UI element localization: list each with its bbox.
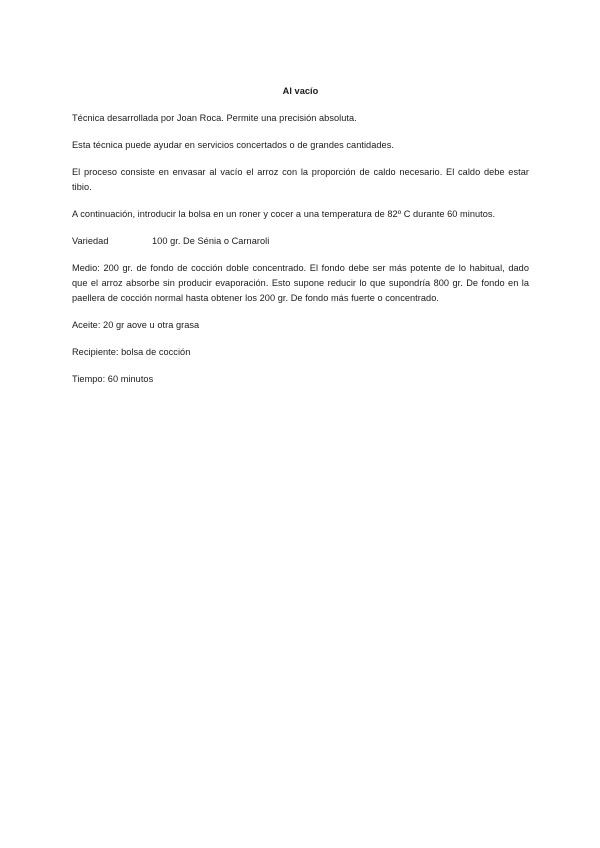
paragraph-process: El proceso consiste en envasar al vacío el arroz con la proporción de caldo necesario. El caldo debe estar tibio. <box>72 167 529 192</box>
variedad-row <box>72 234 529 249</box>
line-tiempo: Tiempo: 60 minutos <box>72 374 154 384</box>
paragraph-technique-origin: Técnica desarrollada por Joan Roca. Permite una precisión absoluta. <box>72 113 357 123</box>
paragraph-cooking: A continuación, introducir la bolsa en un roner y cocer a una temperatura de 82º C durante 60 minutos. <box>72 209 496 219</box>
variedad-value: 100 gr. De Sénia o Carnaroli <box>152 236 270 246</box>
line-aceite: Aceite: 20 gr aove u otra grasa <box>72 320 200 330</box>
document-title: Al vacío <box>282 86 319 96</box>
paragraph-technique-use: Esta técnica puede ayudar en servicios concertados o de grandes cantidades. <box>72 140 394 150</box>
document-page <box>72 84 529 399</box>
line-recipiente: Recipiente: bolsa de cocción <box>72 347 191 357</box>
paragraph-medio: Medio: 200 gr. de fondo de cocción doble concentrado. El fondo debe ser más potente de lo habitual, dado que el arroz absorbe sin producir evaporación. Esto supone reducir lo que supondría 800 gr. De fondo en la paellera de cocción normal hasta obtener los 200 gr. De fondo más fuerte o concentrado. <box>72 263 529 303</box>
variedad-label: Variedad <box>72 236 109 246</box>
